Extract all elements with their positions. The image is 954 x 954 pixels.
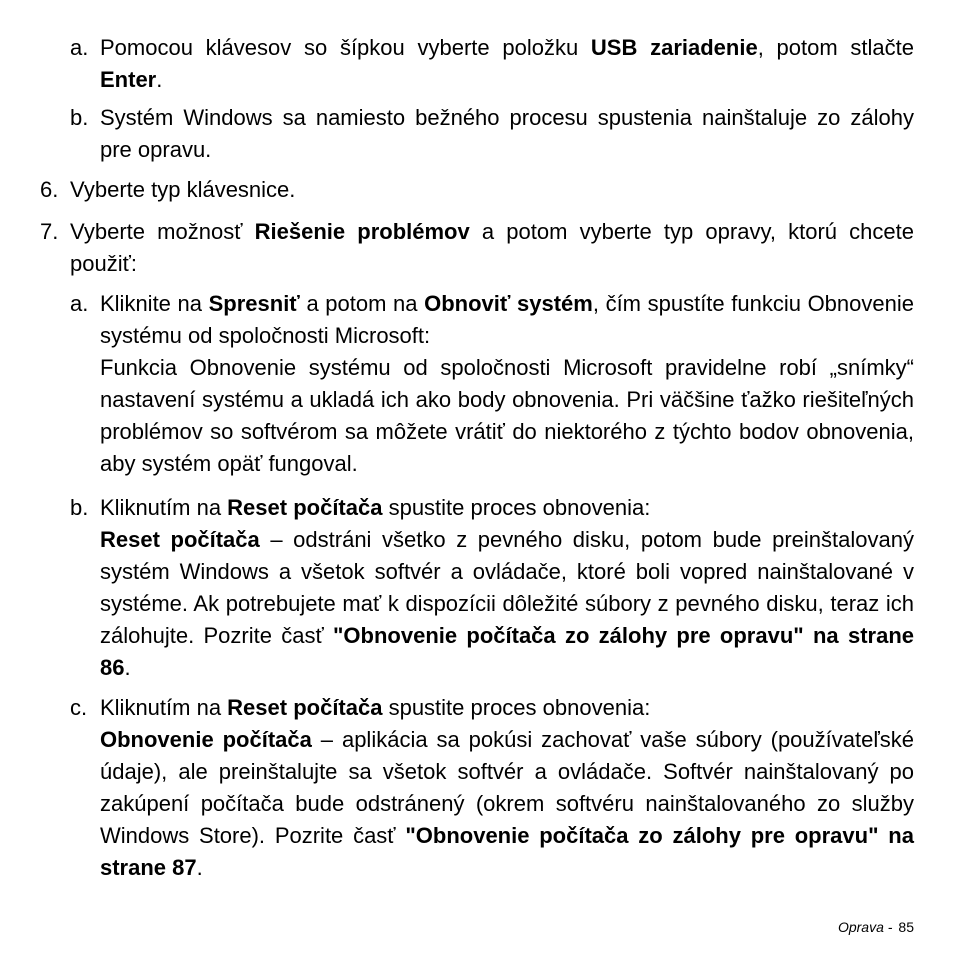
text-run: , potom stlačte [757,35,914,60]
step-text [100,492,914,524]
list-marker: 6. [40,177,59,202]
text-run: Kliknite na [100,291,209,316]
text-run: . [124,655,131,680]
text-run: spustite proces obnovenia: [382,695,651,720]
step-description [100,352,914,480]
step-text [100,32,914,96]
text-run: Systém Windows sa namiesto bežného procesu spustenia nainštaluje zo zálohy pre opravu. [100,105,914,162]
text-run: Kliknutím na [100,695,228,720]
sub-step-b-windows [70,102,914,166]
sub-step-a-usb [70,32,914,96]
bold-text: Obnovenie počítača [100,727,312,752]
bold-text: USB zariadenie [590,35,758,60]
bold-text: "Obnovenie počítača zo zálohy pre opravu" na strane 86 [100,623,914,680]
list-marker: 7. [40,219,59,244]
bold-text: Reset počítača [227,695,383,720]
page-number: 85 [898,919,914,935]
text-run: – aplikácia sa pokúsi zachovať vaše súbory (používateľské údaje), ale preinštalujte sa všetok softvér a ovládače. Softvér nainštalovaný po zakúpení počítača bude odstránený (okrem softvéru nainštalovaného zo služby Windows Store). Pozrite časť [100,727,914,848]
list-marker: a. [70,291,89,316]
text-run: a potom na [299,291,425,316]
sub-step-b-reset [70,492,914,684]
step-text [70,216,914,280]
step-text [100,288,914,352]
sub-step-c-refresh [70,692,914,884]
list-marker: a. [70,35,89,60]
text-run: Vyberte typ klávesnice. [70,177,296,202]
step-text [100,692,914,724]
bold-text: Obnoviť systém [424,291,593,316]
step-description [100,524,914,684]
bold-text: Enter [100,67,157,92]
bold-text: Spresniť [208,291,300,316]
text-run: spustite proces obnovenia: [382,495,651,520]
step-7 [40,216,914,280]
footer-section-label: Oprava - [837,919,893,935]
list-marker: b. [70,495,89,520]
bold-text: "Obnovenie počítača zo zálohy pre opravu" na strane 87 [100,823,914,880]
text-run: Funkcia Obnovenie systému od spoločnosti Microsoft pravidelne robí „snímky“ nastavení systému a ukladá ich ako body obnovenia. Pri väčšine ťažko riešiteľných problémov so softvérom sa môžete vrátiť do niektorého z týchto bodov obnovenia, aby systém opäť fungoval. [100,355,914,476]
list-marker: c. [70,695,88,720]
text-run: , čím spustíte funkciu Obnovenie systému od spoločnosti Microsoft: [100,291,914,348]
step-description [100,724,914,884]
page-footer [838,918,914,936]
step-6 [40,174,914,206]
text-run: . [156,67,163,92]
bold-text: Reset počítača [100,527,260,552]
text-run: Kliknutím na [100,495,228,520]
step-text [70,174,914,206]
bold-text: Reset počítača [227,495,383,520]
text-run: – odstráni všetko z pevného disku, potom bude preinštalovaný systém Windows a všetok softvér a ovládače, ktoré boli vopred nainštalované v systéme. Ak potrebujete mať k dispozícii dôležité súbory z pevného disku, teraz ich zálohujte. Pozrite časť [100,527,914,648]
bold-text: Riešenie problémov [254,219,470,244]
text-run: a potom vyberte typ opravy, ktorú chcete použiť: [70,219,914,276]
text-run: Vyberte možnosť [70,219,255,244]
step-text [100,102,914,166]
text-run: Pomocou klávesov so šípkou vyberte položku [100,35,591,60]
sub-step-a-system-restore [70,288,914,480]
list-marker: b. [70,105,89,130]
text-run: . [196,855,203,880]
